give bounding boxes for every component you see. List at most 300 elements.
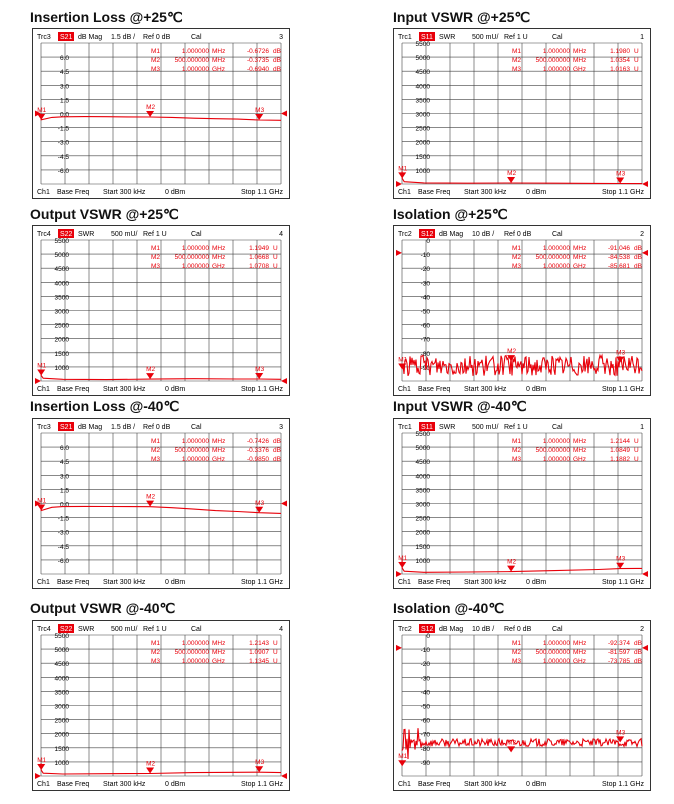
y-tick-label: 6.0	[59, 445, 69, 453]
marker-name: M1	[151, 245, 161, 252]
marker-triangle-icon	[37, 764, 45, 770]
marker-freq-unit: GHz	[573, 66, 586, 73]
y-tick-label: 2000	[415, 529, 430, 537]
trace-label: Trc1	[398, 424, 412, 431]
grid	[41, 43, 281, 184]
param-label: S22	[60, 231, 73, 238]
marker-value-unit: dB	[634, 649, 642, 656]
marker-name: M2	[151, 57, 161, 64]
footer-channel: Ch1	[37, 189, 50, 196]
y-tick-label: -20	[420, 266, 430, 274]
y-tick-label: 4500	[415, 69, 430, 77]
marker-triangle-icon	[255, 766, 263, 772]
footer-power: 0 dBm	[526, 579, 547, 586]
marker-value: 1.2143	[249, 640, 269, 647]
y-tick-label: 1.5	[59, 487, 69, 495]
marker-label: M2	[146, 104, 156, 112]
y-tick-label: 2500	[415, 515, 430, 523]
marker-freq: 500.000000	[174, 447, 209, 454]
grid	[41, 240, 281, 381]
y-tick-label: 5500	[415, 431, 430, 438]
marker-name: M1	[512, 48, 522, 55]
marker-freq: 1.000000	[181, 658, 209, 665]
marker-label: M1	[37, 106, 47, 114]
marker-name: M2	[512, 447, 522, 454]
y-tick-label: 1000	[415, 167, 430, 175]
marker-value-unit: U	[273, 263, 278, 270]
scale-label: 500 mU/	[111, 626, 138, 633]
trace-index: 3	[279, 424, 283, 431]
footer-stop: Stop 1.1 GHz	[240, 781, 283, 788]
marker-name: M1	[512, 438, 522, 445]
marker-freq: 500.000000	[535, 447, 570, 454]
y-tick-label: -70	[420, 336, 430, 344]
marker-freq: 1.000000	[181, 456, 209, 463]
marker-value-unit: dB	[273, 456, 281, 463]
marker-label: M3	[616, 170, 626, 178]
ref-arrow-left-icon	[396, 571, 402, 577]
footer-channel: Ch1	[398, 579, 411, 586]
marker-value: -81.597	[607, 649, 630, 656]
marker-value-unit: dB	[634, 658, 642, 665]
ref-arrow-right-icon	[642, 645, 648, 651]
y-tick-label: -6.0	[57, 167, 69, 175]
marker-name: M2	[512, 649, 522, 656]
footer-channel: Ch1	[398, 189, 411, 196]
param-label: S12	[421, 626, 434, 633]
marker-value-unit: U	[273, 245, 278, 252]
cal-label: Cal	[552, 424, 563, 431]
marker-label: M2	[146, 493, 156, 501]
ref-arrow-left-icon	[35, 773, 41, 779]
trace-index: 4	[279, 626, 283, 633]
cal-label: Cal	[552, 231, 563, 238]
trace-label: Trc3	[37, 34, 51, 41]
marker-freq-unit: GHz	[573, 658, 586, 665]
y-tick-label: 4500	[54, 266, 69, 274]
format-label: SWR	[439, 424, 456, 431]
footer-base-freq: Base Freq	[57, 579, 90, 586]
cal-label: Cal	[191, 626, 202, 633]
y-tick-label: -30	[420, 675, 430, 683]
marker-value: -73.785	[607, 658, 630, 665]
y-tick-label: -80	[420, 350, 430, 358]
marker-freq: 1.000000	[542, 438, 570, 445]
y-tick-label: 5500	[54, 633, 69, 640]
param-label: S11	[421, 424, 433, 431]
footer-base-freq: Base Freq	[57, 189, 90, 196]
y-tick-label: 3500	[415, 487, 430, 495]
marker-freq-unit: GHz	[212, 658, 225, 665]
marker-label: M2	[146, 760, 156, 768]
marker-freq: 1.000000	[542, 263, 570, 270]
y-tick-label: 1500	[54, 745, 69, 753]
format-label: SWR	[78, 231, 95, 238]
marker-name: M3	[512, 263, 522, 270]
chart-panel-output-vswr-m40	[32, 620, 290, 791]
grid	[402, 635, 642, 776]
marker-triangle-icon	[255, 114, 263, 120]
y-tick-label: 5000	[415, 445, 430, 453]
footer-base-freq: Base Freq	[418, 579, 451, 586]
marker-freq-unit: MHz	[573, 649, 587, 656]
marker-label: M1	[37, 756, 47, 764]
marker-triangle-icon	[507, 746, 515, 752]
y-tick-label: 5000	[54, 252, 69, 260]
marker-value-unit: dB	[634, 254, 642, 261]
chart-title-output-vswr-m40: Output VSWR @-40℃	[30, 600, 176, 616]
footer-start: Start 300 kHz	[464, 189, 507, 196]
marker-label: M3	[616, 349, 626, 357]
chart-panel-output-vswr-25	[32, 225, 290, 396]
y-tick-label: 3.0	[59, 473, 69, 481]
marker-label: M1	[398, 753, 408, 761]
y-tick-label: 0	[426, 238, 430, 245]
y-tick-label: 3000	[54, 308, 69, 316]
trace-index: 2	[640, 626, 644, 633]
y-tick-label: 6.0	[59, 55, 69, 63]
y-tick-label: -1.5	[57, 515, 69, 523]
y-tick-label: -60	[420, 322, 430, 330]
marker-value: 1.0354	[610, 57, 630, 64]
marker-triangle-icon	[255, 373, 263, 379]
scale-label: 500 mU/	[111, 231, 138, 238]
marker-freq-unit: MHz	[212, 640, 226, 647]
marker-label: M1	[37, 497, 47, 505]
marker-triangle-icon	[255, 507, 263, 513]
y-tick-label: 1500	[415, 153, 430, 161]
footer-channel: Ch1	[37, 386, 50, 393]
grid	[402, 43, 642, 184]
y-tick-label: 1500	[54, 350, 69, 358]
marker-freq: 1.000000	[542, 658, 570, 665]
marker-triangle-icon	[146, 111, 154, 117]
marker-name: M1	[512, 245, 522, 252]
marker-name: M1	[151, 640, 161, 647]
grid	[402, 433, 642, 574]
marker-value-unit: dB	[273, 66, 281, 73]
marker-name: M3	[151, 66, 161, 73]
y-tick-label: -80	[420, 745, 430, 753]
marker-value: 1.1882	[610, 456, 630, 463]
marker-name: M1	[512, 640, 522, 647]
marker-name: M3	[512, 456, 522, 463]
marker-name: M2	[512, 254, 522, 261]
footer-base-freq: Base Freq	[57, 386, 90, 393]
y-tick-label: 0.0	[59, 501, 69, 509]
marker-label: M2	[507, 739, 517, 747]
param-label: S22	[60, 626, 73, 633]
y-tick-label: 3000	[415, 111, 430, 119]
marker-triangle-icon	[507, 566, 515, 572]
marker-name: M2	[151, 447, 161, 454]
trace-label: Trc4	[37, 231, 51, 238]
marker-value-unit: U	[273, 649, 278, 656]
ref-arrow-right-icon	[642, 571, 648, 577]
y-tick-label: -90	[420, 364, 430, 372]
marker-label: M2	[507, 348, 517, 356]
chart-title-output-vswr-25: Output VSWR @+25℃	[30, 206, 179, 222]
marker-triangle-icon	[507, 177, 515, 183]
marker-freq: 500.000000	[174, 254, 209, 261]
marker-value-unit: dB	[634, 640, 642, 647]
trace-index: 4	[279, 231, 283, 238]
marker-freq-unit: GHz	[573, 263, 586, 270]
marker-value-unit: dB	[634, 245, 642, 252]
chart-title-isolation-m40: Isolation @-40℃	[393, 600, 505, 616]
marker-value: -85.681	[607, 263, 630, 270]
y-tick-label: 5500	[415, 41, 430, 48]
marker-freq-unit: MHz	[212, 48, 226, 55]
footer-power: 0 dBm	[165, 189, 186, 196]
chart-panel-isolation-m40	[393, 620, 651, 791]
marker-name: M2	[151, 649, 161, 656]
footer-start: Start 300 kHz	[103, 386, 146, 393]
y-tick-label: 3500	[54, 689, 69, 697]
footer-channel: Ch1	[37, 579, 50, 586]
footer-start: Start 300 kHz	[103, 189, 146, 196]
y-tick-label: 5000	[54, 647, 69, 655]
param-label: S11	[421, 34, 433, 41]
trace-label: Trc4	[37, 626, 51, 633]
y-tick-label: 3000	[415, 501, 430, 509]
ref-arrow-right-icon	[281, 501, 287, 507]
ref-arrow-right-icon	[642, 181, 648, 187]
marker-value-unit: U	[634, 66, 639, 73]
chart-title-isolation-25: Isolation @+25℃	[393, 206, 508, 222]
y-tick-label: 5500	[54, 238, 69, 245]
footer-channel: Ch1	[37, 781, 50, 788]
footer-power: 0 dBm	[165, 579, 186, 586]
ref-arrow-right-icon	[642, 250, 648, 256]
marker-triangle-icon	[146, 767, 154, 773]
marker-freq-unit: MHz	[573, 447, 587, 454]
marker-label: M1	[37, 362, 47, 370]
marker-value: 1.0708	[249, 263, 269, 270]
y-tick-label: 1500	[415, 543, 430, 551]
trace-index: 2	[640, 231, 644, 238]
marker-value-unit: dB	[273, 48, 281, 55]
marker-label: M2	[507, 558, 517, 566]
param-label: S21	[60, 34, 73, 41]
scale-label: 10 dB /	[472, 231, 495, 238]
y-tick-label: 4000	[415, 83, 430, 91]
marker-freq-unit: GHz	[212, 66, 225, 73]
footer-base-freq: Base Freq	[57, 781, 90, 788]
marker-name: M3	[151, 658, 161, 665]
marker-freq-unit: MHz	[573, 640, 587, 647]
marker-freq: 1.000000	[542, 66, 570, 73]
footer-power: 0 dBm	[165, 781, 186, 788]
chart-title-insertion-loss-m40: Insertion Loss @-40℃	[30, 398, 180, 414]
marker-label: M3	[255, 366, 265, 374]
marker-label: M3	[616, 729, 626, 737]
y-tick-label: -6.0	[57, 557, 69, 565]
ref-label: Ref 0 dB	[143, 34, 171, 41]
footer-channel: Ch1	[398, 386, 411, 393]
marker-triangle-icon	[616, 178, 624, 184]
footer-base-freq: Base Freq	[418, 189, 451, 196]
marker-value-unit: U	[273, 658, 278, 665]
marker-freq: 1.000000	[542, 640, 570, 647]
scale-label: 10 dB /	[472, 626, 495, 633]
chart-panel-input-vswr-m40	[393, 418, 651, 589]
marker-value-unit: U	[273, 254, 278, 261]
y-tick-label: -10	[420, 647, 430, 655]
marker-label: M2	[507, 170, 517, 178]
scale-label: 500 mU/	[472, 424, 499, 431]
footer-stop: Stop 1.1 GHz	[601, 189, 644, 196]
marker-label: M3	[255, 107, 265, 115]
marker-name: M3	[151, 263, 161, 270]
marker-freq-unit: MHz	[573, 254, 587, 261]
footer-power: 0 dBm	[526, 781, 547, 788]
marker-value-unit: U	[634, 48, 639, 55]
marker-label: M3	[255, 499, 265, 507]
ref-arrow-right-icon	[281, 378, 287, 384]
param-label: S12	[421, 231, 434, 238]
marker-freq: 1.000000	[181, 438, 209, 445]
y-tick-label: 4000	[54, 280, 69, 288]
marker-triangle-icon	[146, 373, 154, 379]
marker-value: -0.6940	[246, 66, 269, 73]
marker-label: M3	[616, 555, 626, 563]
y-tick-label: 2500	[415, 125, 430, 133]
marker-freq: 1.000000	[542, 456, 570, 463]
y-tick-label: -40	[420, 294, 430, 302]
ref-arrow-right-icon	[281, 111, 287, 117]
marker-freq-unit: MHz	[573, 245, 587, 252]
grid	[402, 240, 642, 381]
scale-label: 1.5 dB /	[111, 424, 136, 431]
marker-value: -0.6726	[246, 48, 269, 55]
footer-base-freq: Base Freq	[418, 386, 451, 393]
trace-label: Trc1	[398, 34, 412, 41]
grid	[41, 635, 281, 776]
marker-freq: 1.000000	[181, 640, 209, 647]
ref-label: Ref 0 dB	[143, 424, 171, 431]
marker-value: 1.1345	[249, 658, 269, 665]
y-tick-label: -50	[420, 703, 430, 711]
y-tick-label: -70	[420, 731, 430, 739]
marker-freq: 1.000000	[542, 245, 570, 252]
format-label: dB Mag	[78, 424, 103, 431]
trace-index: 1	[640, 34, 644, 41]
marker-triangle-icon	[616, 563, 624, 569]
marker-freq-unit: GHz	[212, 263, 225, 270]
footer-stop: Stop 1.1 GHz	[240, 579, 283, 586]
ref-arrow-left-icon	[35, 378, 41, 384]
marker-label: M3	[255, 759, 265, 767]
y-tick-label: -40	[420, 689, 430, 697]
y-tick-label: 3000	[54, 703, 69, 711]
format-label: SWR	[439, 34, 456, 41]
y-tick-label: 1000	[54, 759, 69, 767]
footer-stop: Stop 1.1 GHz	[240, 189, 283, 196]
marker-freq-unit: MHz	[212, 57, 226, 64]
marker-freq-unit: GHz	[212, 456, 225, 463]
trace-index: 1	[640, 424, 644, 431]
format-label: SWR	[78, 626, 95, 633]
y-tick-label: 1.5	[59, 97, 69, 105]
marker-freq-unit: MHz	[573, 438, 587, 445]
marker-value: 1.1980	[610, 48, 630, 55]
footer-power: 0 dBm	[165, 386, 186, 393]
y-tick-label: -3.0	[57, 139, 69, 147]
footer-start: Start 300 kHz	[464, 781, 507, 788]
marker-triangle-icon	[37, 370, 45, 376]
y-tick-label: -60	[420, 717, 430, 725]
cal-label: Cal	[191, 231, 202, 238]
ref-arrow-right-icon	[281, 773, 287, 779]
cal-label: Cal	[191, 424, 202, 431]
marker-value-unit: dB	[634, 263, 642, 270]
chart-title-input-vswr-m40: Input VSWR @-40℃	[393, 398, 527, 414]
y-tick-label: 4500	[415, 459, 430, 467]
y-tick-label: 0.0	[59, 111, 69, 119]
footer-start: Start 300 kHz	[103, 781, 146, 788]
marker-value: 1.0907	[249, 649, 269, 656]
trace-label: Trc2	[398, 231, 412, 238]
marker-freq: 500.000000	[535, 649, 570, 656]
marker-freq: 1.000000	[181, 66, 209, 73]
y-tick-label: 1000	[415, 557, 430, 565]
cal-label: Cal	[552, 626, 563, 633]
marker-freq-unit: MHz	[212, 438, 226, 445]
y-tick-label: -30	[420, 280, 430, 288]
footer-start: Start 300 kHz	[464, 386, 507, 393]
marker-value-unit: U	[634, 456, 639, 463]
grid	[41, 433, 281, 574]
cal-label: Cal	[552, 34, 563, 41]
y-tick-label: 4000	[415, 473, 430, 481]
y-tick-label: 1000	[54, 364, 69, 372]
marker-value-unit: U	[634, 447, 639, 454]
marker-value-unit: dB	[273, 57, 281, 64]
scale-label: 1.5 dB /	[111, 34, 136, 41]
y-tick-label: 5000	[415, 55, 430, 63]
marker-value-unit: dB	[273, 447, 281, 454]
chart-title-insertion-loss-25: Insertion Loss @+25℃	[30, 9, 183, 25]
chart-panel-insertion-loss-m40	[32, 418, 290, 589]
ref-label: Ref 1 U	[504, 424, 528, 431]
marker-value: 1.0849	[610, 447, 630, 454]
y-tick-label: 4000	[54, 675, 69, 683]
param-label: S21	[60, 424, 73, 431]
y-tick-label: -4.5	[57, 543, 69, 551]
chart-title-input-vswr-25: Input VSWR @+25℃	[393, 9, 531, 25]
trace-label: Trc3	[37, 424, 51, 431]
footer-start: Start 300 kHz	[103, 579, 146, 586]
marker-label: M2	[146, 366, 156, 374]
footer-start: Start 300 kHz	[464, 579, 507, 586]
marker-freq: 1.000000	[181, 48, 209, 55]
format-label: dB Mag	[78, 34, 103, 41]
y-tick-label: 2500	[54, 717, 69, 725]
y-tick-label: 3500	[415, 97, 430, 105]
marker-value-unit: U	[634, 57, 639, 64]
footer-stop: Stop 1.1 GHz	[240, 386, 283, 393]
marker-freq: 500.000000	[174, 57, 209, 64]
footer-channel: Ch1	[398, 781, 411, 788]
marker-label: M1	[398, 165, 408, 173]
ref-label: Ref 1 U	[504, 34, 528, 41]
y-tick-label: 4.5	[59, 459, 69, 467]
marker-triangle-icon	[398, 760, 406, 766]
marker-name: M1	[151, 438, 161, 445]
marker-value: -92.374	[607, 640, 630, 647]
marker-value: -0.9850	[246, 456, 269, 463]
